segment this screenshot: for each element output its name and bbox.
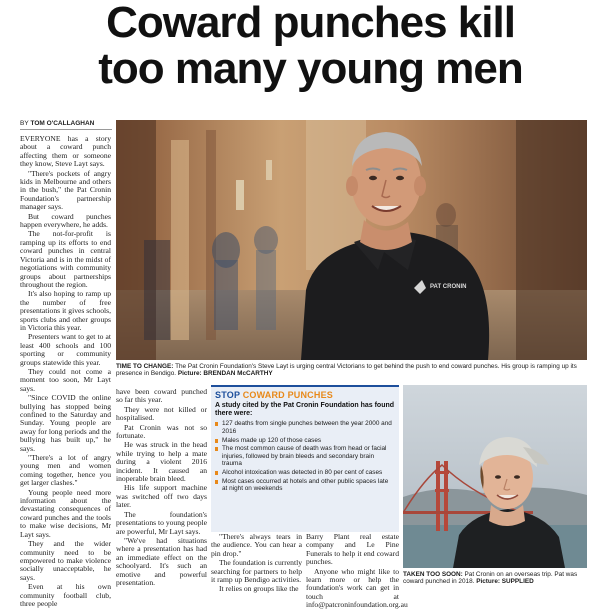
stop-box-title-b: COWARD PUNCHES — [242, 390, 333, 400]
paragraph: His life support machine was switched off two days later. — [116, 483, 207, 510]
shirt-logo-text: PAT CRONIN — [430, 284, 467, 290]
paragraph: Presenters want to get to at least 400 schools and 100 sporting or community groups statewide this year. — [20, 332, 111, 367]
caption-text: Pat Cronin on an overseas trip. Pat was coward punched in 2018. — [403, 571, 578, 586]
byline — [20, 120, 94, 127]
paragraph: The not-for-profit is ramping up its efforts to end coward punches in central Victoria and is in the midst of negotiations with community groups about partnerships throughout the region. — [20, 229, 111, 289]
article-column-2 — [116, 388, 207, 588]
stop-box-list — [211, 420, 399, 492]
byline-rule — [20, 129, 112, 130]
stop-coward-punches-box — [211, 385, 399, 532]
pat-cronin-image — [403, 385, 587, 568]
paragraph: EVERYONE has a story about a coward punch affecting them or someone they know, Steve Layt says. — [20, 134, 111, 169]
paragraph: Young people need more information about the devastating consequences of coward punches and the tools to make wise decisions, Mr Layt says. — [20, 487, 111, 539]
list-item: Males made up 120 of those cases — [215, 437, 395, 445]
byline-prefix: BY — [20, 120, 29, 127]
byline-author: TOM O'CALLAGHAN — [30, 120, 95, 127]
list-item: 127 deaths from single punches between the year 2000 and 2016 — [215, 420, 395, 435]
paragraph: "There's a lot of angry young men and women coming together, hence you get larger clashes." — [20, 453, 111, 488]
main-photo-caption — [116, 363, 587, 378]
headline — [18, 0, 603, 92]
caption-credit: Picture: BRENDAN McCARTHY — [177, 370, 273, 378]
paragraph: It's also hoping to ramp up the number of free presentations it gives schools, sports clubs and other groups in Victoria this year. — [20, 289, 111, 332]
list-item: The most common cause of death was from head or facial injuries, followed by brain bleeds and secondary brain trauma — [215, 445, 395, 468]
list-item: Most cases occurred at hotels and other public spaces late at night on weekends — [215, 478, 395, 493]
article-column-4 — [306, 532, 408, 610]
stop-box-subtitle: A study cited by the Pat Cronin Foundation has found there were: — [215, 402, 395, 418]
paragraph: They could not come a moment too soon, Mr Layt says. — [20, 366, 111, 393]
paragraph: They and the wider community need to be empowered to make violence socially unacceptable, he says. — [20, 539, 111, 582]
headline-line-1: Coward punches kill — [106, 0, 515, 47]
stop-box-title — [211, 387, 399, 402]
stop-box-title-a: STOP — [215, 390, 240, 400]
paragraph: But coward punches happen everywhere, he adds. — [20, 211, 111, 230]
paragraph: "Since COVID the online bullying has stopped being confined to the Saturday and Sunday. Young people are away for long periods and the bullying has built up," he says. — [20, 393, 111, 453]
paragraph: "There's pockets of angry kids in Melbourne and others in the bush," the Pat Cronin Foundation's partnership manager says. — [20, 168, 111, 212]
paragraph: Anyone who might like to learn more or help the foundation's work can get in touch at info@patcroninfoundation.org.au — [306, 566, 408, 610]
list-item: Alcohol intoxication was detected in 80 per cent of cases — [215, 469, 395, 477]
paragraph: Even at his own community football club, three people — [20, 582, 111, 608]
paragraph: He was struck in the head while trying to help a mate during a violent 2016 incident. It caused an inoperable brain bleed. — [116, 440, 207, 484]
paragraph: The foundation's presentations to young people are powerful, Mr Layt says. — [116, 509, 207, 536]
article-column-1 — [20, 134, 111, 608]
paragraph: have been coward punched so far this year. — [116, 387, 207, 405]
main-photo — [116, 120, 587, 360]
article-column-3 — [211, 532, 302, 594]
paragraph: The foundation is currently searching for partners to help it ramp up Bendigo activities. — [211, 558, 302, 585]
paragraph: "There's always tears in the audience. You can hear a pin drop." — [211, 532, 302, 558]
paragraph: It relies on groups like the — [219, 584, 299, 594]
caption-credit: Picture: SUPPLIED — [476, 578, 534, 586]
pat-cronin-photo — [403, 385, 587, 568]
small-photo-caption — [403, 571, 587, 586]
steve-layt-photo — [116, 120, 587, 360]
paragraph: Pat Cronin was not so fortunate. — [116, 422, 207, 441]
paragraph: They were not killed or hospitalised. — [116, 404, 207, 423]
headline-line-2: too many young men — [98, 44, 523, 93]
paragraph: Barry Plant real estate company and Le Pine Funerals to help it end coward punches. — [306, 532, 399, 567]
caption-text: The Pat Cronin Foundation's Steve Layt is urging central Victorians to get behind the push to end coward punches. His group is ramping up its presence in Bendigo. — [116, 363, 577, 378]
caption-label: TIME TO CHANGE: — [116, 363, 174, 370]
caption-label: TAKEN TOO SOON: — [403, 571, 463, 578]
paragraph: "We've had situations where a presentation has had an immediate effect on the schoolyard. It's such an emotive and powerful presentation. — [116, 535, 207, 587]
